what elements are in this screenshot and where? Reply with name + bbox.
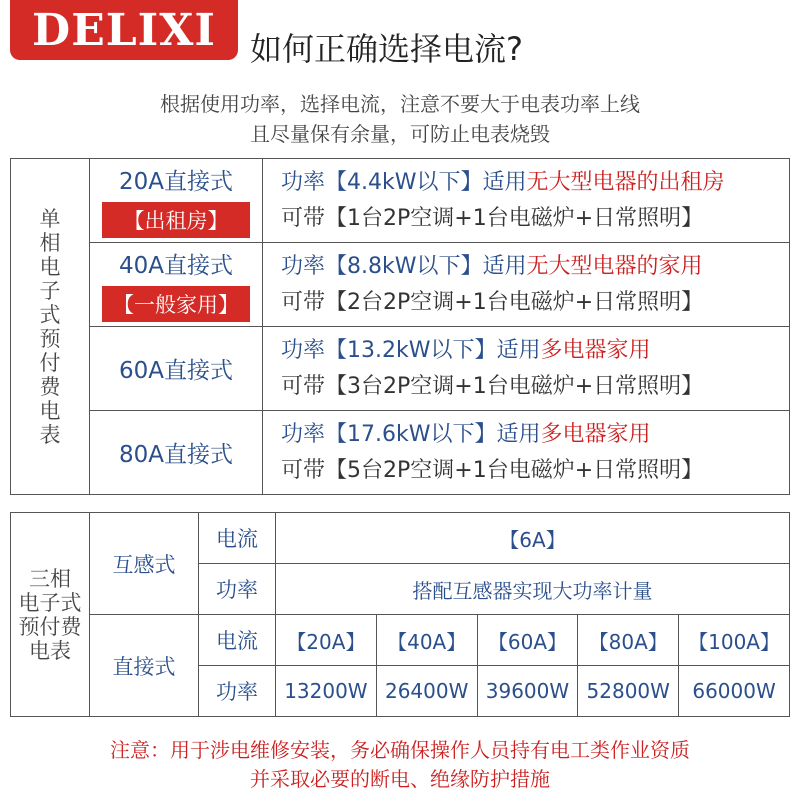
- power-highlight: 无大型电器的家用: [526, 253, 703, 279]
- brand-logo: DELIXI: [10, 0, 238, 60]
- amp-label: 40A直接式: [118, 253, 233, 279]
- side-char: 单: [39, 206, 61, 231]
- amp-cell: [90, 159, 263, 243]
- amp-label: 20A直接式: [118, 169, 233, 195]
- type-mutual: 互感式: [90, 513, 199, 615]
- amp-label: 60A直接式: [118, 358, 233, 384]
- side-char: 电: [39, 254, 61, 279]
- power-line: [281, 165, 789, 201]
- side-char: 预: [39, 326, 61, 351]
- desc-cell: [263, 159, 790, 243]
- current-label: 电流: [199, 513, 276, 564]
- current-value: 【20A】: [276, 615, 377, 666]
- power-text: 功率【8.8kW以下】适用: [281, 253, 527, 279]
- subtitle-line-1: 根据使用功率，选择电流，注意不要大于电表功率上线: [160, 92, 640, 116]
- side-char: 相: [39, 230, 61, 255]
- power-text: 功率【17.6kW以下】适用: [281, 421, 541, 447]
- table-row: [11, 615, 790, 666]
- single-phase-label: [11, 159, 90, 495]
- table-row: [11, 411, 790, 495]
- current-value: 【60A】: [477, 615, 578, 666]
- power-value: 52800W: [578, 666, 679, 717]
- side-line: 电表: [29, 638, 71, 663]
- carry-line: 可带【2台2P空调+1台电磁炉+日常照明】: [281, 289, 704, 315]
- usage-badge: 【一般家用】: [102, 286, 250, 322]
- mutual-power-value: 搭配互感器实现大功率计量: [276, 564, 790, 615]
- side-line: 电子式: [18, 590, 82, 615]
- desc-cell: [263, 411, 790, 495]
- power-line: [281, 333, 789, 369]
- page-title: 如何正确选择电流?: [250, 30, 523, 68]
- three-phase-label: [11, 513, 90, 717]
- power-text: 功率【13.2kW以下】适用: [281, 337, 541, 363]
- single-phase-table: [10, 158, 790, 495]
- current-value: 【100A】: [679, 615, 790, 666]
- power-highlight: 多电器家用: [540, 421, 651, 447]
- power-line: [281, 249, 789, 285]
- power-text: 功率【4.4kW以下】适用: [281, 169, 527, 195]
- current-value: 【80A】: [578, 615, 679, 666]
- side-char: 子: [39, 278, 61, 303]
- side-char: 式: [39, 302, 61, 327]
- usage-badge: 【出租房】: [102, 202, 250, 238]
- carry-line: 可带【5台2P空调+1台电磁炉+日常照明】: [281, 457, 704, 483]
- current-label: 电流: [199, 615, 276, 666]
- power-highlight: 多电器家用: [540, 337, 651, 363]
- power-line: [281, 417, 789, 453]
- three-phase-table: [10, 512, 790, 717]
- amp-cell: [90, 327, 263, 411]
- amp-label: 80A直接式: [118, 442, 233, 468]
- table-row: [11, 513, 790, 564]
- power-value: 13200W: [276, 666, 377, 717]
- mutual-current-value: 【6A】: [276, 513, 790, 564]
- power-value: 66000W: [679, 666, 790, 717]
- power-value: 26400W: [376, 666, 477, 717]
- carry-line: 可带【3台2P空调+1台电磁炉+日常照明】: [281, 373, 704, 399]
- power-label: 功率: [199, 564, 276, 615]
- side-line: 预付费: [18, 614, 82, 639]
- side-line: 三相: [29, 566, 71, 591]
- table-row: [11, 327, 790, 411]
- notice-line-2: 并采取必要的断电、绝缘防护措施: [250, 767, 550, 791]
- power-label: 功率: [199, 666, 276, 717]
- table-row: [11, 243, 790, 327]
- desc-cell: [263, 243, 790, 327]
- amp-cell: [90, 411, 263, 495]
- power-highlight: 无大型电器的出租房: [526, 169, 725, 195]
- subtitle-line-2: 且尽量保有余量，可防止电表烧毁: [250, 122, 550, 146]
- current-value: 【40A】: [376, 615, 477, 666]
- notice-line-1: 注意：用于涉电维修安装，务必确保操作人员持有电工类作业资质: [110, 738, 690, 762]
- side-char: 费: [39, 374, 61, 399]
- side-char: 电: [39, 398, 61, 423]
- table-row: [11, 159, 790, 243]
- type-direct: 直接式: [90, 615, 199, 717]
- amp-cell: [90, 243, 263, 327]
- side-char: 付: [39, 350, 61, 375]
- power-value: 39600W: [477, 666, 578, 717]
- side-char: 表: [39, 422, 61, 447]
- carry-line: 可带【1台2P空调+1台电磁炉+日常照明】: [281, 205, 704, 231]
- desc-cell: [263, 327, 790, 411]
